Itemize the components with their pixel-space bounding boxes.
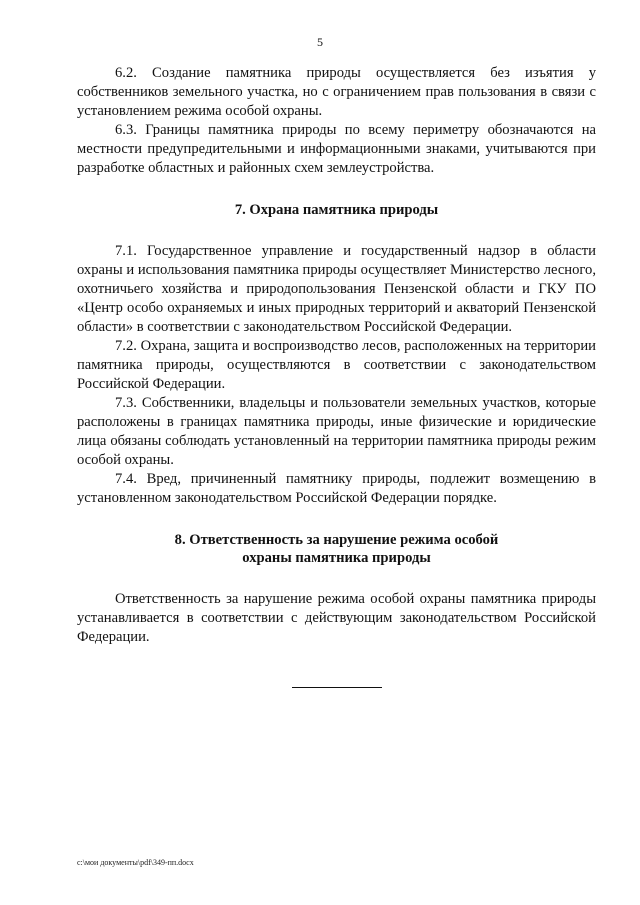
paragraph-7-2: 7.2. Охрана, защита и воспроизводство лесов, расположенных на территории памятника природы, осуществляются в соответствии с законодательством Российской Федерации. <box>77 338 596 392</box>
page-number: 5 <box>317 35 323 49</box>
document-body <box>77 64 596 688</box>
paragraph-6-2: 6.2. Создание памятника природы осуществляется без изъятия у собственников земельного участка, но с ограничением прав пользования в связи с установлением режима особой охраны. <box>77 65 596 119</box>
section-8-heading-line-1: 8. Ответственность за нарушение режима особой <box>174 532 499 548</box>
paragraph-6-3: 6.3. Границы памятника природы по всему периметру обозначаются на местности предупредительными и информационными знаками, учитываются при разработке областных и районных схем землеустройства. <box>77 122 596 176</box>
paragraph-8: Ответственность за нарушение режима особой охраны памятника природы устанавливается в соответствии с действующим законодательством Российской Федерации. <box>77 591 596 645</box>
closing-rule <box>292 687 382 688</box>
paragraph-7-4: 7.4. Вред, причиненный памятнику природы, подлежит возмещению в установленном законодательством Российской Федерации порядке. <box>77 471 596 506</box>
paragraph-7-3: 7.3. Собственники, владельцы и пользователи земельных участков, которые расположены в границах памятника природы, иные физические и юридические лица обязаны соблюдать установленный на территории памятника природы режим особой охраны. <box>77 395 596 468</box>
section-8-heading <box>77 531 596 567</box>
footer-file-path: c:\мои документы\pdf\349-пп.docx <box>77 858 194 867</box>
section-8-heading-line-2: охраны памятника природы <box>242 550 431 566</box>
paragraph-7-1: 7.1. Государственное управление и государственный надзор в области охраны и использования памятника природы осуществляет Министерство лесного, охотничьего хозяйства и природопользования Пензенской области и ГКУ ПО «Центр особо охраняемых и иных природных территорий и акваторий Пензенской области» в соответствии с законодательством Российской Федерации. <box>77 243 596 335</box>
section-7-heading: 7. Охрана памятника природы <box>234 202 439 218</box>
